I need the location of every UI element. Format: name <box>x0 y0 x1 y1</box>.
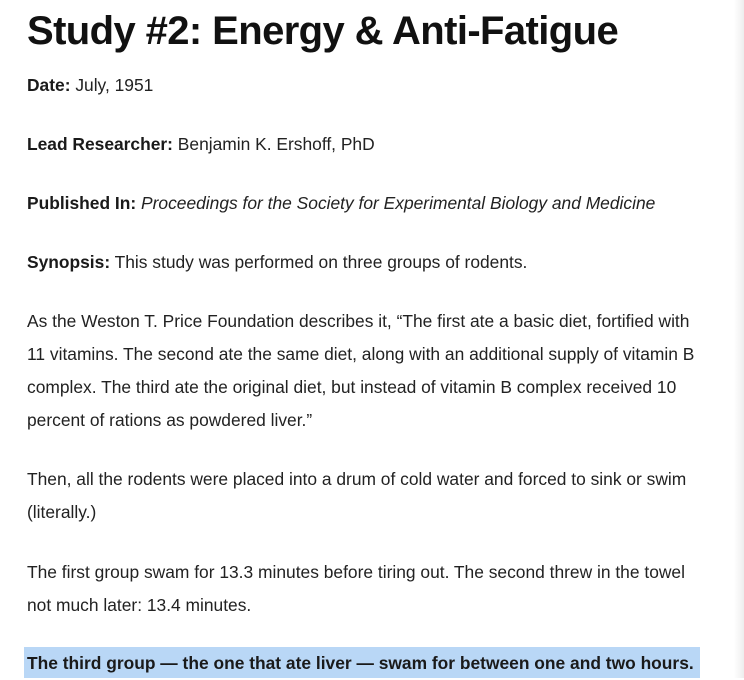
paragraph-line: The first group swam for 13.3 minutes before tiring out. The second threw in the towel <box>27 562 685 582</box>
synopsis-label: Synopsis: <box>27 252 111 272</box>
published-value: Proceedings for the Society for Experimental Biology and Medicine <box>141 193 656 213</box>
paragraph-experiment <box>27 463 686 529</box>
researcher-label: Lead Researcher: <box>27 134 173 154</box>
paragraph-line: (literally.) <box>27 502 97 522</box>
article-title: Study #2: Energy & Anti-Fatigue <box>27 9 619 53</box>
date-value: July, 1951 <box>70 75 154 95</box>
paragraph-results <box>27 556 685 622</box>
paragraph-description <box>27 305 694 437</box>
highlighted-conclusion[interactable]: The third group — the one that ate liver — swam for between one and two hours. <box>27 653 694 673</box>
paragraph-line: complex. The third ate the original diet, but instead of vitamin B complex received 10 <box>27 377 677 397</box>
synopsis-value: This study was performed on three groups of rodents. <box>110 252 528 272</box>
paragraph-line: Then, all the rodents were placed into a drum of cold water and forced to sink or swim <box>27 469 687 489</box>
synopsis-line <box>27 246 527 279</box>
paragraph-line: not much later: 13.4 minutes. <box>27 595 252 615</box>
date-label: Date: <box>27 75 71 95</box>
paragraph-line: percent of rations as powdered liver.” <box>27 410 313 430</box>
published-line <box>27 187 655 220</box>
paragraph-line: 11 vitamins. The second ate the same diet, along with an additional supply of vitamin B <box>27 344 695 364</box>
researcher-value: Benjamin K. Ershoff, PhD <box>172 134 375 154</box>
right-edge-shadow <box>734 0 744 678</box>
date-line <box>27 69 153 102</box>
researcher-line <box>27 128 375 161</box>
published-label: Published In: <box>27 193 137 213</box>
paragraph-line: As the Weston T. Price Foundation describes it, “The first ate a basic diet, fortified with <box>27 311 690 331</box>
